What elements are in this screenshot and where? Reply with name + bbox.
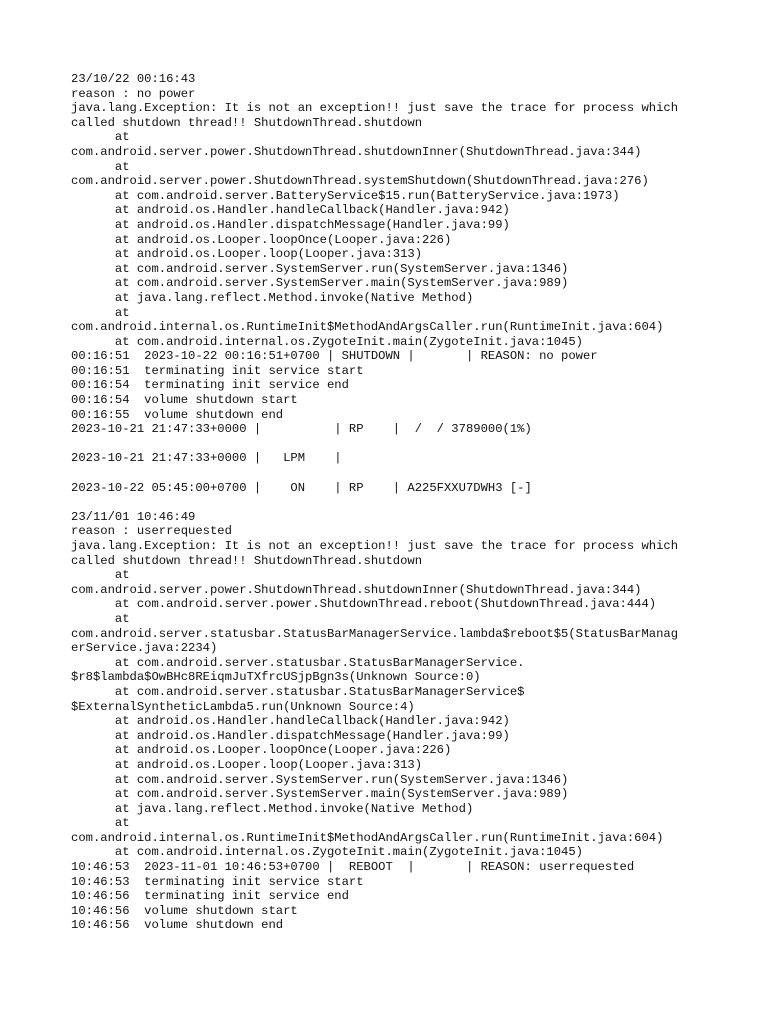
log-line: 2023-10-21 21:47:33+0000 | | RP | / / 3789000(1%) [71,422,532,437]
log-line: com.android.server.power.ShutdownThread.systemShutdown(ShutdownThread.java:276) [71,174,649,189]
log-line: java.lang.Exception: It is not an exception!! just save the trace for process which [71,539,679,553]
log-line: at java.lang.reflect.Method.invoke(Native Method) [71,801,474,816]
log-line [71,437,711,452]
log-line: 10:46:53 2023-11-01 10:46:53+0700 | REBOOT | | REASON: userrequested [71,860,635,875]
log-line: 00:16:54 terminating init service end [71,378,349,393]
log-line: at [71,305,130,320]
log-line: at [71,130,130,145]
log-line: at [71,159,130,174]
log-line: 10:46:56 volume shutdown end [71,918,284,933]
log-line: $r8$lambda$OwBHc8REiqmJuTXfrcUSjpBgn3s(Unknown Source:0) [71,670,481,685]
log-line: at com.android.server.statusbar.StatusBarManagerService. [71,655,525,670]
log-line: at com.android.internal.os.ZygoteInit.main(ZygoteInit.java:1045) [71,845,583,860]
log-line: 10:46:53 terminating init service start [71,874,364,889]
log-line: at com.android.server.SystemServer.run(SystemServer.java:1346) [71,261,569,276]
log-line: $ExternalSyntheticLambda5.run(Unknown Source:4) [71,699,415,714]
log-line: 00:16:55 volume shutdown end [71,407,284,422]
log-line: at android.os.Handler.handleCallback(Handler.java:942) [71,714,510,729]
log-line: 10:46:56 volume shutdown start [71,903,298,918]
log-line: at android.os.Looper.loop(Looper.java:313) [71,757,423,772]
log-line: reason : userrequested [71,524,232,539]
log-line: at com.android.server.power.ShutdownThread.reboot(ShutdownThread.java:444) [71,597,657,612]
log-line: 2023-10-21 21:47:33+0000 | LPM | [71,451,342,466]
log-line: at com.android.internal.os.ZygoteInit.main(ZygoteInit.java:1045) [71,334,583,349]
log-line: java.lang.Exception: It is not an exception!! just save the trace for process which [71,101,679,116]
log-line: at android.os.Handler.dispatchMessage(Handler.java:99) [71,728,510,743]
log-line: 00:16:51 2023-10-22 00:16:51+0700 | SHUTDOWN | | REASON: no power [71,349,598,364]
log-line: 00:16:51 terminating init service start [71,363,364,378]
log-line: at [71,816,130,831]
log-line: at [71,568,130,583]
log-line: at android.os.Looper.loop(Looper.java:313) [71,247,423,262]
log-line: at com.android.server.SystemServer.run(SystemServer.java:1346) [71,772,569,787]
log-line: com.android.server.power.ShutdownThread.shutdownInner(ShutdownThread.java:344) [71,144,642,159]
log-line: 23/11/01 10:46:49 [71,509,196,524]
log-line: at com.android.server.statusbar.StatusBarManagerService$ [71,684,525,699]
log-line: at java.lang.reflect.Method.invoke(Native Method) [71,290,474,305]
log-line: com.android.server.power.ShutdownThread.shutdownInner(ShutdownThread.java:344) [71,582,642,597]
log-line: com.android.internal.os.RuntimeInit$MethodAndArgsCaller.run(RuntimeInit.java:604) [71,320,664,335]
log-line: 10:46:56 terminating init service end [71,889,349,904]
log-line [71,495,711,510]
shutdown-log-text [71,72,711,933]
log-line: at com.android.server.BatteryService$15.run(BatteryService.java:1973) [71,188,620,203]
log-line: reason : no power [71,86,196,101]
log-line: at android.os.Looper.loopOnce(Looper.java:226) [71,743,452,758]
log-line: at android.os.Handler.handleCallback(Handler.java:942) [71,203,510,218]
log-line: called shutdown thread!! ShutdownThread.shutdown [71,115,423,130]
log-line: at android.os.Handler.dispatchMessage(Handler.java:99) [71,217,510,232]
log-line: erService.java:2234) [71,641,218,656]
log-line: at com.android.server.SystemServer.main(SystemServer.java:989) [71,276,569,291]
log-line: 23/10/22 00:16:43 [71,72,196,86]
log-line: com.android.internal.os.RuntimeInit$MethodAndArgsCaller.run(RuntimeInit.java:604) [71,830,664,845]
log-line: 00:16:54 volume shutdown start [71,393,298,408]
log-line: at com.android.server.SystemServer.main(SystemServer.java:989) [71,787,569,802]
log-line: 2023-10-22 05:45:00+0700 | ON | RP | A225FXXU7DWH3 [-] [71,480,532,495]
log-line: com.android.server.statusbar.StatusBarManagerService.lambda$reboot$5(StatusBarManag [71,626,679,641]
log-line: called shutdown thread!! ShutdownThread.shutdown [71,553,423,568]
log-line [71,466,711,481]
log-line: at android.os.Looper.loopOnce(Looper.java:226) [71,232,452,247]
log-line: at [71,611,130,626]
